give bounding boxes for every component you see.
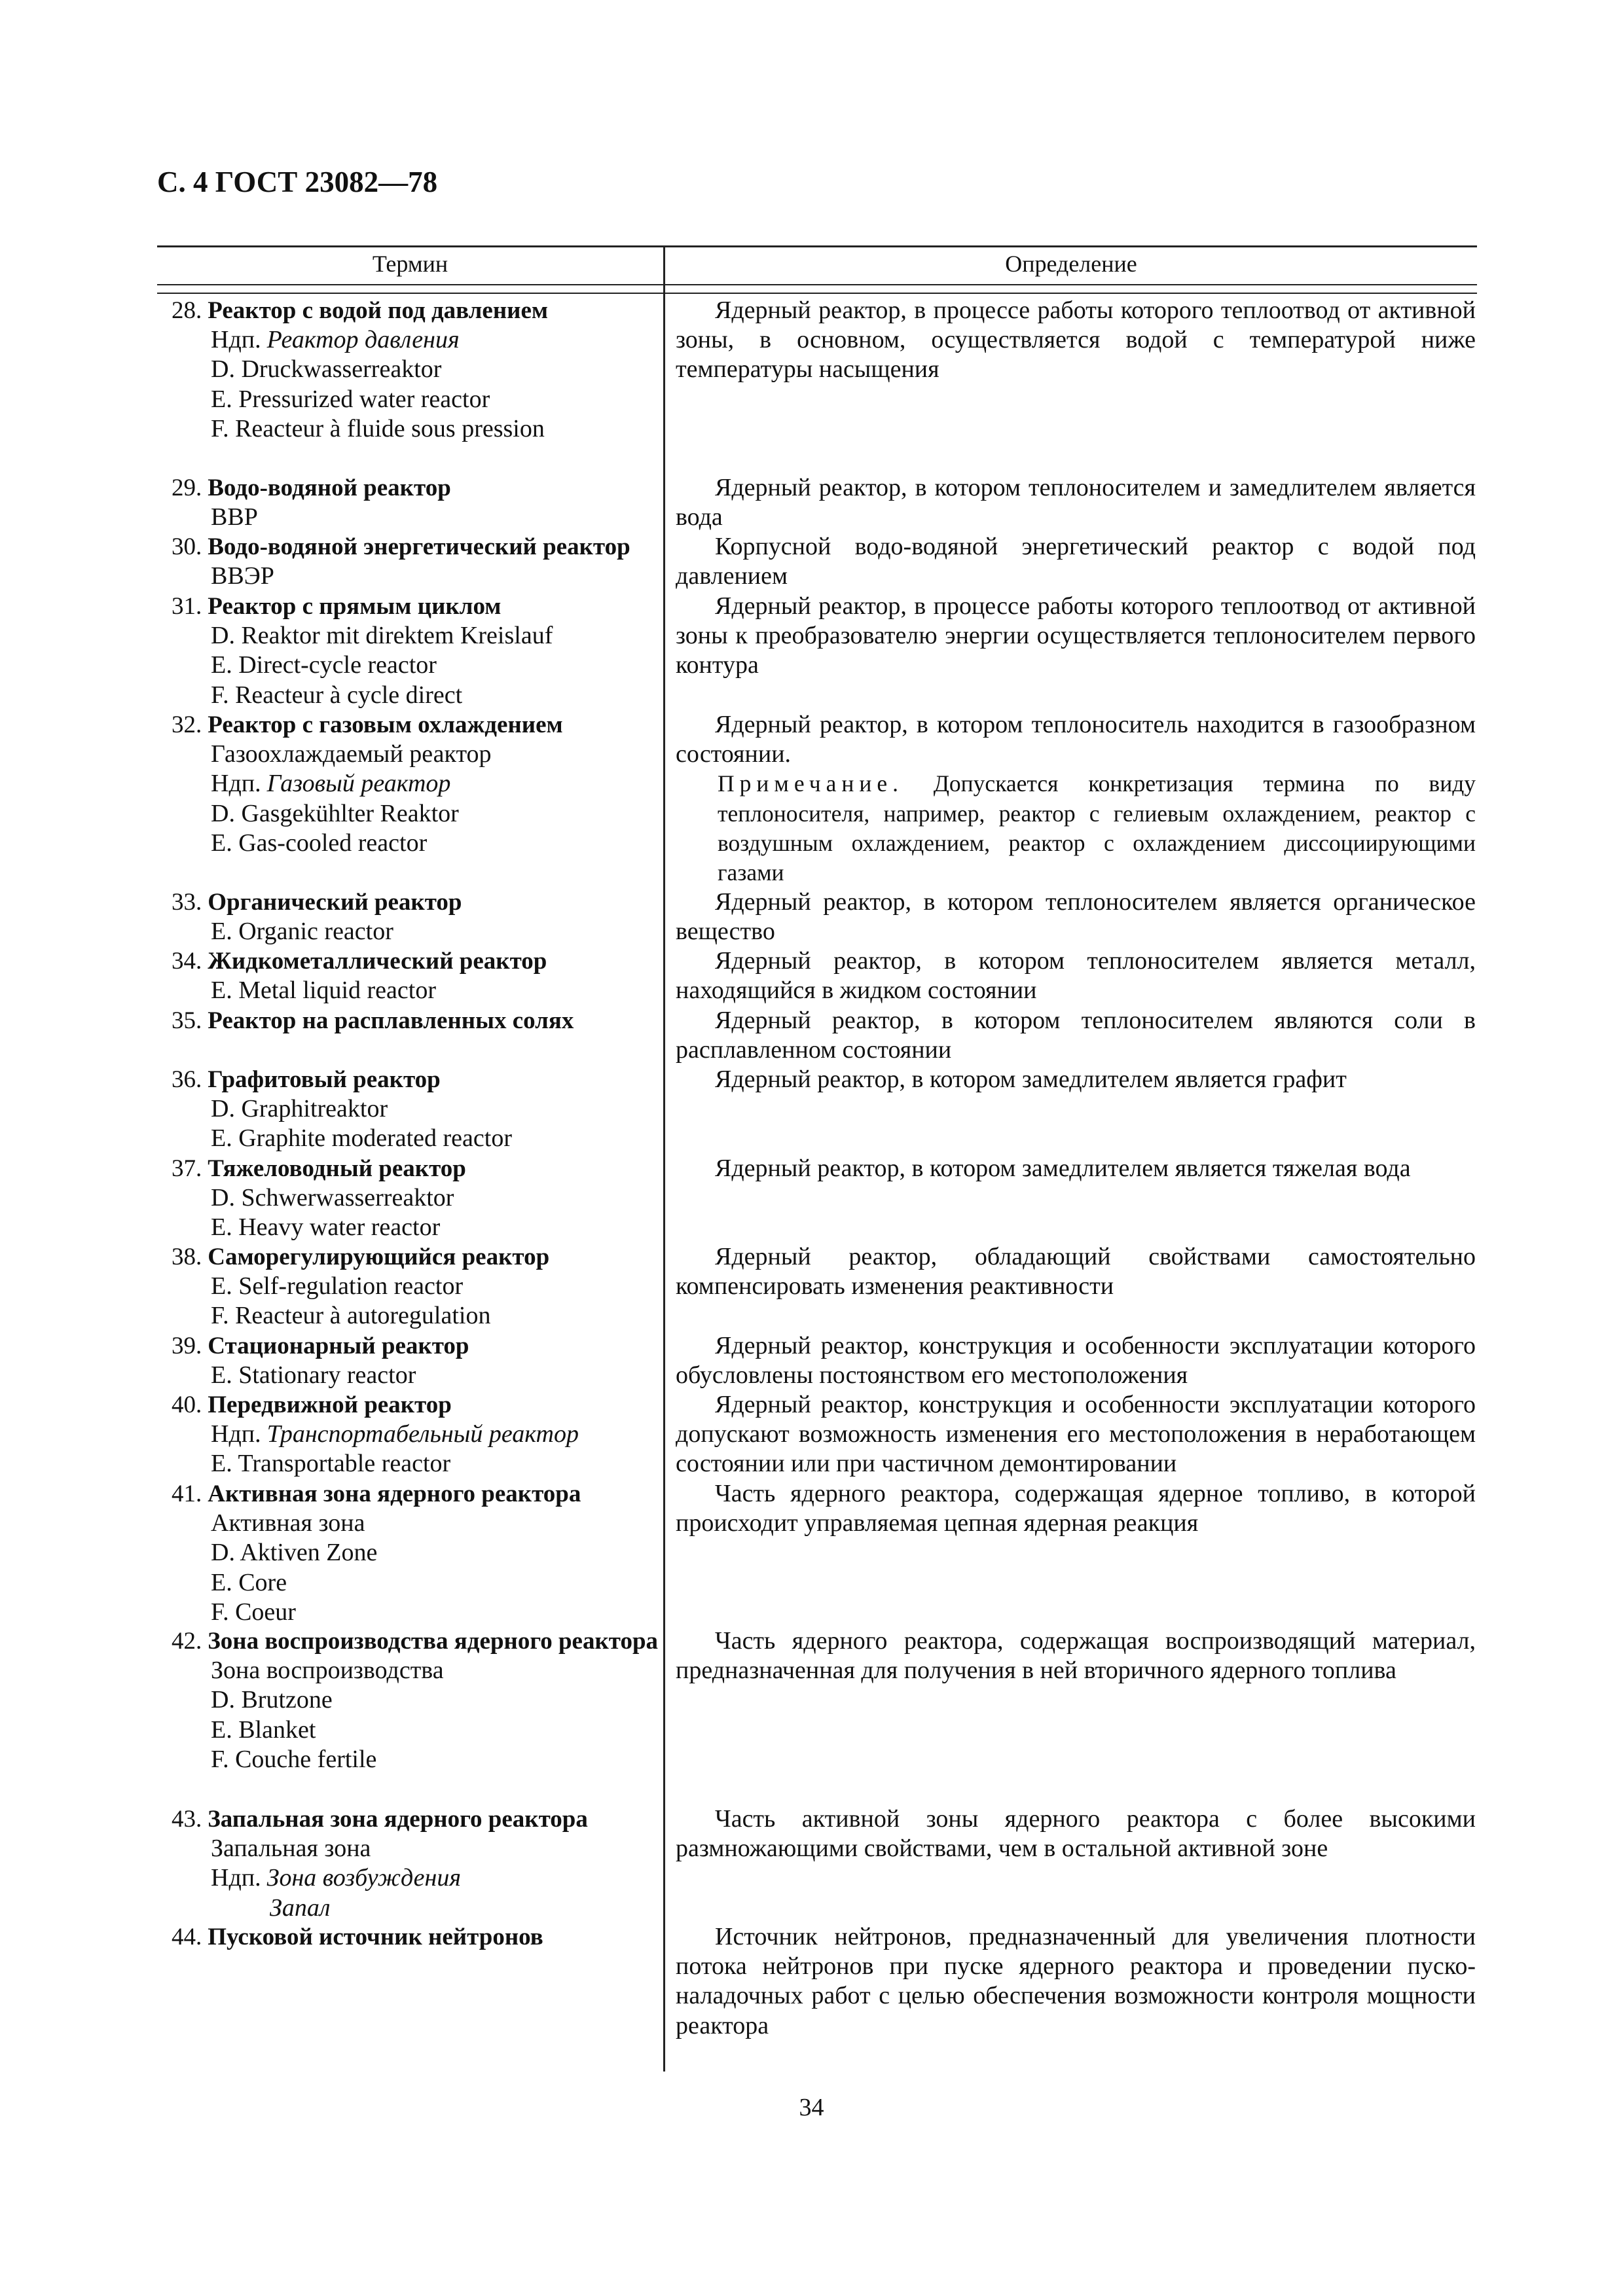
definition-cell xyxy=(676,1154,1476,1183)
term-title xyxy=(172,1154,661,1183)
term-name: Водо-водяной энергетический реактор xyxy=(208,533,630,560)
synonym-text: E. Transportable reactor xyxy=(211,1450,451,1478)
definition-text: Часть ядерного реактора, содержащая ядерное топливо, в которой происходит управляемая цепная ядерная реакция xyxy=(676,1480,1476,1537)
term-synonym xyxy=(172,1538,661,1568)
synonym-text: F. Reacteur à autoregulation xyxy=(211,1302,491,1330)
term-name: Водо-водяной реактор xyxy=(208,475,451,501)
deprecated-synonym xyxy=(172,1863,661,1893)
synonym-text: E. Blanket xyxy=(211,1715,316,1744)
term-synonym xyxy=(172,503,661,532)
deprecated-synonym xyxy=(172,769,661,798)
term-synonym xyxy=(172,829,661,858)
term-synonym xyxy=(172,1509,661,1538)
definition-column-header: Определение xyxy=(1005,251,1137,277)
note-label: Примечание. xyxy=(718,770,903,797)
definition-cell xyxy=(676,1390,1476,1479)
term-synonym xyxy=(172,1834,661,1863)
header-rule-upper xyxy=(157,284,1477,285)
synonym-text: Запал xyxy=(270,1893,331,1922)
note-text: Допускается конкретизация термина по виду теплоносителя, например, реактор с гелиевым охлаждением, реактор с воздушным охлаждением, реактор с охлаждением диссоциирующими газами xyxy=(718,770,1476,886)
term-title xyxy=(172,1006,661,1035)
deprecated-marker: Ндп. xyxy=(211,1864,261,1892)
definition-cell xyxy=(676,592,1476,681)
deprecated-synonym xyxy=(172,325,661,355)
term-name: Органический реактор xyxy=(208,889,462,916)
term-cell xyxy=(172,532,661,591)
term-synonym xyxy=(172,740,661,769)
synonym-text: F. Reacteur à cycle direct xyxy=(211,681,463,709)
term-name: Запальная зона ядерного реактора xyxy=(208,1806,588,1833)
term-title xyxy=(172,888,661,917)
synonym-text: ВВЭР xyxy=(211,562,274,590)
term-name: Стационарный реактор xyxy=(208,1333,469,1359)
synonym-text: Транспортабельный реактор xyxy=(266,1420,579,1448)
term-cell xyxy=(172,1006,661,1035)
term-cell xyxy=(172,1479,661,1627)
term-title xyxy=(172,592,661,621)
synonym-text: D. Brutzone xyxy=(211,1686,333,1714)
term-synonym xyxy=(172,1361,661,1390)
term-name: Реактор с газовым охлаждением xyxy=(208,711,563,738)
term-number: 28. xyxy=(172,297,202,324)
synonym-text: Газовый реактор xyxy=(266,770,451,798)
term-synonym xyxy=(172,1598,661,1627)
term-name: Жидкометаллический реактор xyxy=(208,948,547,975)
term-number: 43. xyxy=(172,1806,202,1833)
term-title xyxy=(172,473,661,503)
definition-cell xyxy=(676,532,1476,591)
deprecated-marker: Ндп. xyxy=(211,326,261,354)
term-synonym xyxy=(172,1183,661,1213)
definition-text: Ядерный реактор, конструкция и особенности эксплуатации которого допускают возможность изменения его местоположения в неработающем состоянии или при частичном демонтировании xyxy=(676,1391,1476,1478)
synonym-text: Зона воспроизводства xyxy=(211,1657,444,1685)
term-title xyxy=(172,532,661,562)
term-synonym xyxy=(172,385,661,414)
term-number: 39. xyxy=(172,1333,202,1359)
term-synonym xyxy=(172,1893,661,1923)
term-cell xyxy=(172,1922,661,1952)
term-name: Активная зона ядерного реактора xyxy=(208,1480,581,1507)
term-number: 37. xyxy=(172,1155,202,1182)
synonym-text: E. Core xyxy=(211,1568,287,1596)
term-synonym xyxy=(172,1449,661,1479)
term-synonym xyxy=(172,1301,661,1331)
term-title xyxy=(172,710,661,740)
synonym-text: ВВР xyxy=(211,503,258,531)
synonym-text: D. Schwerwasserreaktor xyxy=(211,1184,454,1212)
term-cell xyxy=(172,296,661,444)
term-cell xyxy=(172,1065,661,1154)
definition-text: Ядерный реактор, в котором теплоносителем является органическое вещество xyxy=(676,888,1476,946)
definition-cell xyxy=(676,1242,1476,1301)
term-title xyxy=(172,1390,661,1420)
term-cell xyxy=(172,1242,661,1331)
term-synonym xyxy=(172,651,661,680)
term-column-header: Термин xyxy=(372,251,448,277)
term-number: 36. xyxy=(172,1066,202,1093)
term-number: 34. xyxy=(172,948,202,975)
definition-text: Ядерный реактор, в котором теплоносителем являются соли в расплавленном состоянии xyxy=(676,1007,1476,1064)
deprecated-marker: Ндп. xyxy=(211,770,261,798)
term-synonym xyxy=(172,1124,661,1153)
definition-text: Ядерный реактор, в котором теплоноситель находится в газообразном состоянии. xyxy=(676,711,1476,768)
term-synonym xyxy=(172,355,661,384)
definition-cell xyxy=(676,946,1476,1005)
term-synonym xyxy=(172,1094,661,1124)
synonym-text: E. Heavy water reactor xyxy=(211,1213,441,1242)
term-synonym xyxy=(172,799,661,829)
synonym-text: E. Graphite moderated reactor xyxy=(211,1124,512,1153)
synonym-text: F. Coeur xyxy=(211,1598,296,1626)
term-number: 29. xyxy=(172,475,202,501)
term-synonym xyxy=(172,1745,661,1774)
term-name: Саморегулирующийся реактор xyxy=(208,1244,550,1270)
term-synonym xyxy=(172,562,661,591)
definition-note xyxy=(676,769,1476,888)
synonym-text: D. Reaktor mit direktem Kreislauf xyxy=(211,622,553,650)
term-name: Передвижной реактор xyxy=(208,1391,452,1418)
term-number: 42. xyxy=(172,1628,202,1655)
definition-cell xyxy=(676,473,1476,532)
term-cell xyxy=(172,1154,661,1243)
definition-cell xyxy=(676,888,1476,946)
synonym-text: F. Couche fertile xyxy=(211,1745,377,1773)
definition-text: Ядерный реактор, в котором замедлителем является графит xyxy=(715,1066,1347,1093)
term-name: Зона воспроизводства ядерного реактора xyxy=(208,1628,659,1655)
definition-text: Ядерный реактор, в процессе работы которого теплоотвод от активной зоны к преобразователю энергии осуществляется теплоносителем первого контура xyxy=(676,592,1476,679)
definition-cell xyxy=(676,1922,1476,2041)
term-title xyxy=(172,1479,661,1509)
term-title xyxy=(172,1242,661,1272)
definition-text: Ядерный реактор, в котором теплоносителем и замедлителем является вода xyxy=(676,474,1476,531)
term-number: 32. xyxy=(172,711,202,738)
synonym-text: D. Gasgekühlter Reaktor xyxy=(211,799,459,827)
definition-text: Ядерный реактор, конструкция и особенности эксплуатации которого обусловлены постоянством его местоположения xyxy=(676,1332,1476,1390)
term-cell xyxy=(172,1390,661,1479)
synonym-text: Зона возбуждения xyxy=(266,1864,462,1892)
definition-text: Ядерный реактор, в котором замедлителем является тяжелая вода xyxy=(715,1155,1411,1182)
term-name: Реактор с водой под давлением xyxy=(208,297,549,324)
synonym-text: E. Stationary reactor xyxy=(211,1361,416,1390)
definition-text: Ядерный реактор, в процессе работы которого теплоотвод от активной зоны, в основном, осуществляется водой с температурой ниже температуры насыщения xyxy=(676,296,1476,384)
term-synonym xyxy=(172,1272,661,1301)
synonym-text: Активная зона xyxy=(211,1509,365,1537)
term-title xyxy=(172,1331,661,1361)
page-number: 34 xyxy=(799,2094,824,2121)
definition-cell xyxy=(676,1065,1476,1094)
definition-text: Корпусной водо-водяной энергетический реактор с водой под давлением xyxy=(676,533,1476,590)
definition-cell xyxy=(676,710,1476,888)
synonym-text: E. Organic reactor xyxy=(211,918,393,946)
definition-cell xyxy=(676,1626,1476,1685)
page-header: С. 4 ГОСТ 23082—78 xyxy=(157,166,438,198)
term-synonym xyxy=(172,1685,661,1715)
term-cell xyxy=(172,1626,661,1774)
definition-cell xyxy=(676,1006,1476,1065)
term-number: 33. xyxy=(172,889,202,916)
term-title xyxy=(172,1804,661,1834)
term-synonym xyxy=(172,1213,661,1242)
definition-text: Источник нейтронов, предназначенный для увеличения плотности потока нейтронов при пуске ядерного реактора и проведении пуско-наладочных работ с целью обеспечения возможности контроля мощности реактора xyxy=(676,1923,1476,2039)
term-synonym xyxy=(172,681,661,710)
term-synonym xyxy=(172,414,661,444)
definition-cell xyxy=(676,1331,1476,1390)
term-name: Реактор на расплавленных солях xyxy=(208,1007,574,1034)
term-synonym xyxy=(172,976,661,1005)
definition-cell xyxy=(676,296,1476,385)
term-synonym xyxy=(172,621,661,651)
synonym-text: E. Metal liquid reactor xyxy=(211,977,436,1005)
term-number: 41. xyxy=(172,1480,202,1507)
table-top-rule xyxy=(157,245,1477,247)
term-synonym xyxy=(172,917,661,946)
term-cell xyxy=(172,946,661,1005)
definition-text: Ядерный реактор, обладающий свойствами самостоятельно компенсировать изменения реактивности xyxy=(676,1243,1476,1300)
term-name: Тяжеловодный реактор xyxy=(208,1155,466,1182)
synonym-text: D. Druckwasserreaktor xyxy=(211,355,442,384)
term-number: 31. xyxy=(172,593,202,620)
term-number: 35. xyxy=(172,1007,202,1034)
definition-cell xyxy=(676,1479,1476,1538)
synonym-text: E. Self-regulation reactor xyxy=(211,1272,464,1300)
definition-text: Часть ядерного реактора, содержащая воспроизводящий материал, предназначенная для получения в ней вторичного ядерного топлива xyxy=(676,1627,1476,1685)
synonym-text: D. Aktiven Zone xyxy=(211,1539,378,1567)
term-cell xyxy=(172,592,661,710)
definition-text: Часть активной зоны ядерного реактора с более высокими размножающими свойствами, чем в остальной активной зоне xyxy=(676,1805,1476,1863)
definition-text: Ядерный реактор, в котором теплоносителем является металл, находящийся в жидком состоянии xyxy=(676,947,1476,1005)
definition-cell xyxy=(676,1804,1476,1863)
term-synonym xyxy=(172,1656,661,1685)
deprecated-marker: Ндп. xyxy=(211,1420,261,1448)
term-cell xyxy=(172,473,661,532)
term-synonym xyxy=(172,1568,661,1598)
term-cell xyxy=(172,1804,661,1923)
synonym-text: E. Pressurized water reactor xyxy=(211,385,490,413)
term-name: Графитовый реактор xyxy=(208,1066,441,1093)
synonym-text: D. Graphitreaktor xyxy=(211,1095,388,1123)
term-cell xyxy=(172,710,661,858)
term-cell xyxy=(172,1331,661,1390)
term-number: 38. xyxy=(172,1244,202,1270)
term-synonym xyxy=(172,1715,661,1745)
term-title xyxy=(172,296,661,325)
column-divider xyxy=(663,245,665,2072)
term-cell xyxy=(172,888,661,946)
synonym-text: Газоохлаждаемый реактор xyxy=(211,740,492,768)
synonym-text: E. Gas-cooled reactor xyxy=(211,829,428,857)
term-title xyxy=(172,1065,661,1094)
synonym-text: F. Reacteur à fluide sous pression xyxy=(211,414,545,442)
synonym-text: Реактор давления xyxy=(266,326,460,354)
term-title xyxy=(172,946,661,976)
term-name: Реактор с прямым циклом xyxy=(208,593,501,620)
header-rule-lower xyxy=(157,293,1477,294)
synonym-text: E. Direct-cycle reactor xyxy=(211,651,437,679)
term-number: 30. xyxy=(172,533,202,560)
term-title xyxy=(172,1922,661,1952)
term-name: Пусковой источник нейтронов xyxy=(208,1924,543,1950)
term-title xyxy=(172,1626,661,1656)
term-number: 40. xyxy=(172,1391,202,1418)
synonym-text: Запальная зона xyxy=(211,1835,371,1863)
deprecated-synonym xyxy=(172,1420,661,1449)
term-number: 44. xyxy=(172,1924,202,1950)
